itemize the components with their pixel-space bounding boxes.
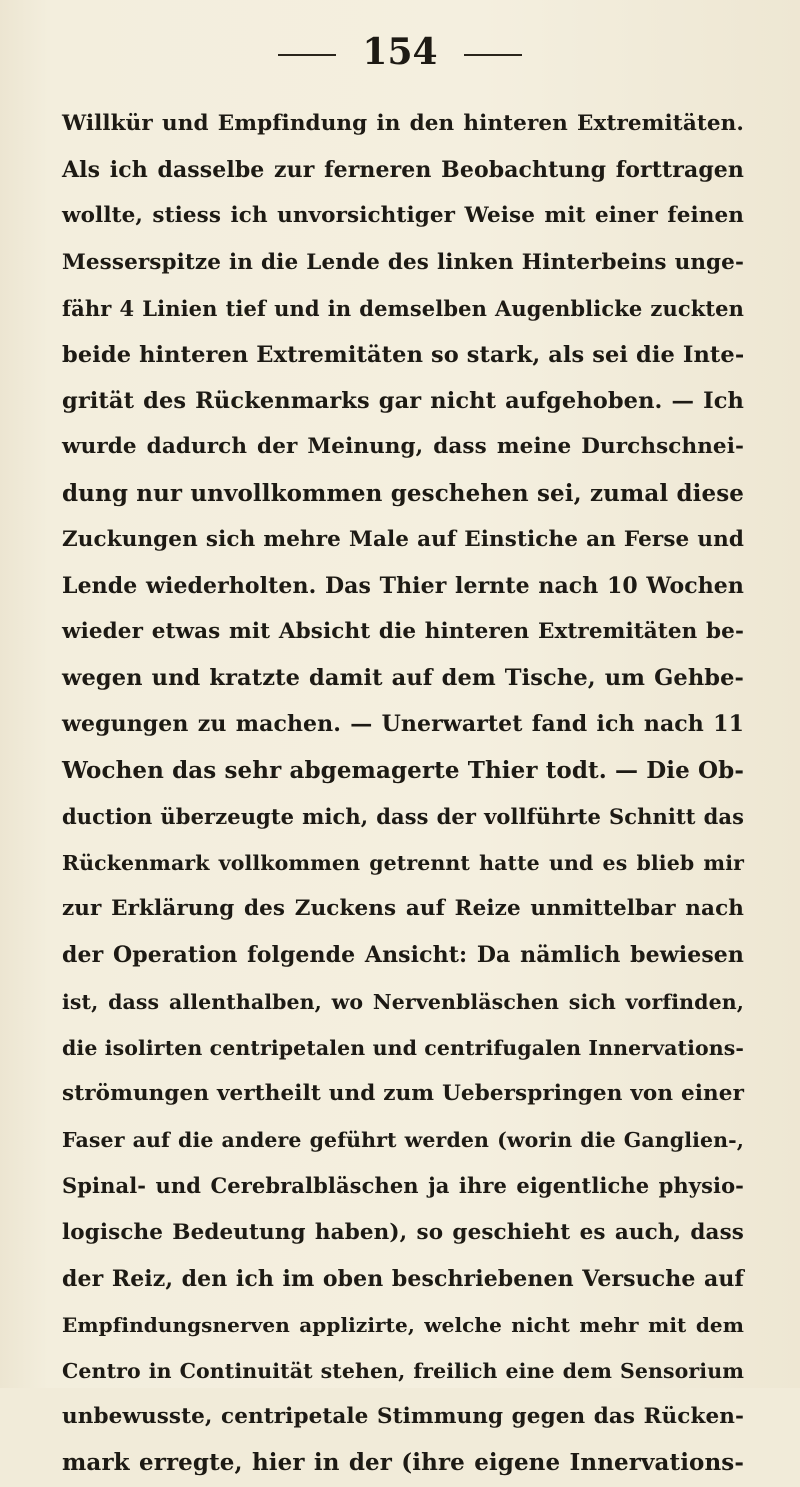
text-line: fähr 4 Linien tief und in demselben Augenblicke zuckten xyxy=(62,295,744,321)
text-line: mark erregte, hier in der (ihre eigene Innervations- xyxy=(62,1449,744,1477)
text-line: dung nur unvollkommen geschehen sei, zumal diese xyxy=(62,479,744,507)
text-line: Faser auf die andere geführt werden (worin die Ganglien-, xyxy=(62,1128,744,1153)
text-line: Wochen das sehr abgemagerte Thier todt. — Die Ob- xyxy=(62,756,744,784)
text-line: Empfindungsnerven applizirte, welche nicht mehr mit dem xyxy=(62,1312,744,1337)
text-line: grität des Rückenmarks gar nicht aufgehoben. — Ich xyxy=(62,388,744,415)
text-line: Zuckungen sich mehre Male auf Einstiche an Ferse und xyxy=(62,526,744,552)
text-line: die isolirten centripetalen und centrifugalen Innervations- xyxy=(62,1035,744,1060)
text-line: logische Bedeutung haben), so geschieht es auch, dass xyxy=(62,1219,744,1245)
header-dash-right xyxy=(464,54,522,56)
text-line: ist, dass allenthalben, wo Nervenbläschen sich vorfinden, xyxy=(62,989,744,1014)
text-line: Willkür und Empfindung in den hinteren Extremitäten. xyxy=(62,111,744,136)
text-line: unbewusste, centripetale Stimmung gegen das Rücken- xyxy=(62,1404,744,1430)
text-line: Messerspitze in die Lende des linken Hinterbeins unge- xyxy=(62,249,744,275)
body-text xyxy=(62,101,744,1487)
header-dash-left xyxy=(278,54,336,56)
page-number: 154 xyxy=(362,31,438,73)
text-line: der Reiz, den ich im oben beschriebenen Versuche auf xyxy=(62,1265,744,1292)
text-line: Spinal- und Cerebralbläschen ja ihre eigentliche physio- xyxy=(62,1173,744,1199)
text-line: wurde dadurch der Meinung, dass meine Durchschnei- xyxy=(62,434,744,460)
text-line: wegen und kratzte damit auf dem Tische, um Gehbe- xyxy=(62,665,744,692)
text-line: beide hinteren Extremitäten so stark, als sei die Inte- xyxy=(62,341,745,368)
text-line: wollte, stiess ich unvorsichtiger Weise mit einer feinen xyxy=(62,203,744,229)
text-line: wegungen zu machen. — Unerwartet fand ich nach 11 xyxy=(62,711,744,738)
text-line: Rückenmark vollkommen getrennt hatte und es blieb mir xyxy=(62,851,744,875)
page-header xyxy=(0,30,800,74)
text-line: Lende wiederholten. Das Thier lernte nach 10 Wochen xyxy=(62,572,744,599)
text-line: Centro in Continuität stehen, freilich eine dem Sensorium xyxy=(62,1359,744,1384)
text-line: strömungen vertheilt und zum Ueberspringen von einer xyxy=(62,1080,744,1106)
text-line: Als ich dasselbe zur ferneren Beobachtung forttragen xyxy=(62,157,744,184)
text-line: zur Erklärung des Zuckens auf Reize unmittelbar nach xyxy=(62,896,744,922)
text-line: wieder etwas mit Absicht die hinteren Extremitäten be- xyxy=(62,619,744,645)
text-line: der Operation folgende Ansicht: Da nämlich bewiesen xyxy=(62,942,744,969)
text-line: duction überzeugte mich, dass der vollführte Schnitt das xyxy=(62,803,744,829)
